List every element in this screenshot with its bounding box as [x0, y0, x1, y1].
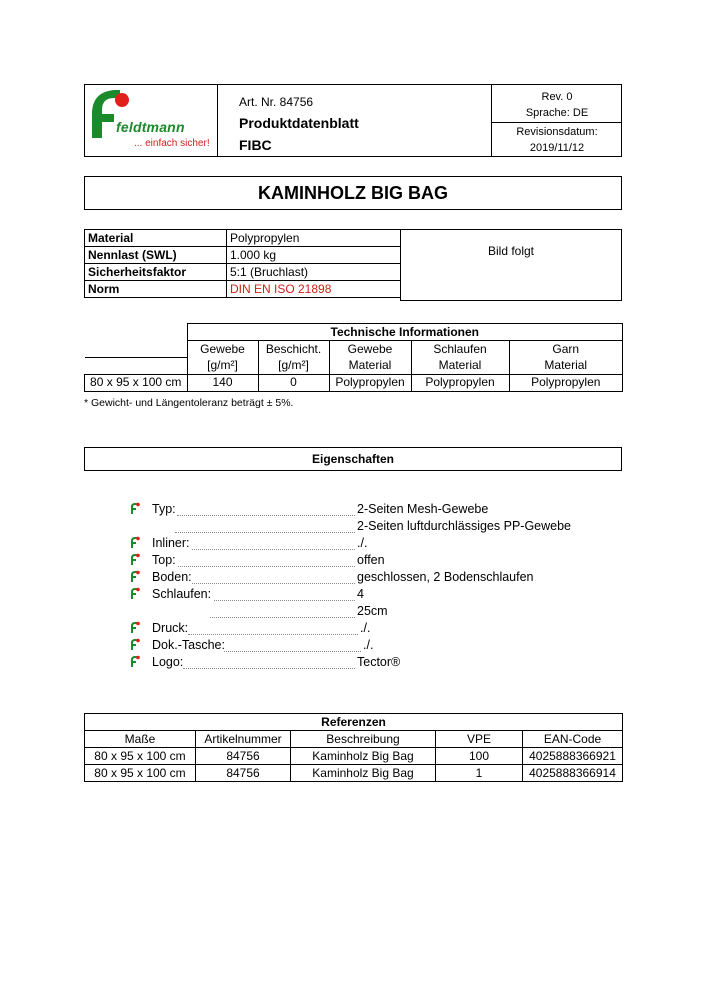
leaf-icon: [130, 502, 140, 514]
specs-table: [84, 229, 401, 298]
leaf-icon: [130, 587, 140, 599]
leaf-icon: [130, 655, 140, 667]
tech-header: Gewebe: [187, 341, 258, 358]
eigenschaften-list: [130, 502, 590, 682]
prop-value: ./.: [357, 536, 368, 550]
rev: Rev. 0: [541, 91, 573, 103]
tech-header-row-2: [85, 357, 623, 374]
table-row: [85, 765, 623, 782]
dot-leader: [188, 634, 358, 635]
leaf-icon: [130, 536, 140, 548]
tech-header: Schlaufen: [411, 341, 509, 358]
art-nr: Art. Nr. 84756: [239, 95, 314, 109]
list-item: [130, 604, 690, 621]
logo-brand: feldtmann: [116, 119, 185, 135]
prop-label: Boden:: [152, 570, 192, 584]
feldtmann-logo: [86, 86, 216, 155]
spec-value: 5:1 (Bruchlast): [227, 264, 401, 281]
dot-leader: [175, 532, 355, 533]
dot-leader: [192, 583, 355, 584]
spec-label: Norm: [85, 281, 227, 298]
ref-cell: 4025888366914: [523, 765, 623, 782]
tech-cell: Polypropylen: [329, 374, 411, 391]
spec-value-norm: DIN EN ISO 21898: [227, 281, 401, 298]
ref-cell: 4025888366921: [523, 748, 623, 765]
ref-cell: 80 x 95 x 100 cm: [85, 748, 196, 765]
ref-header: EAN-Code: [523, 731, 623, 748]
list-item: [130, 553, 690, 570]
tech-data-row: [85, 374, 623, 391]
ref-cell: 100: [436, 748, 523, 765]
tech-header-unit: [g/m²]: [187, 357, 258, 374]
leaf-icon: [130, 570, 140, 582]
prop-label: Logo:: [152, 655, 184, 669]
dot-leader: [192, 549, 355, 550]
ref-cell: 84756: [196, 765, 291, 782]
revision-date: 2019/11/12: [529, 142, 585, 154]
logo-tagline: ... einfach sicher!: [134, 138, 210, 149]
spec-row: [85, 264, 401, 281]
list-item: [130, 519, 690, 536]
prop-label: Dok.-Tasche:: [152, 638, 225, 652]
spec-label: Nennlast (SWL): [85, 247, 227, 264]
table-row: [85, 748, 623, 765]
list-item: [130, 570, 690, 587]
dot-leader: [224, 651, 361, 652]
divider: [491, 122, 622, 123]
tech-header-unit: Material: [509, 357, 623, 374]
spec-row: [85, 247, 401, 264]
spec-label: Sicherheitsfaktor: [85, 264, 227, 281]
referenzen-header-row: [85, 731, 623, 748]
image-placeholder: [400, 229, 622, 301]
prop-label: Schlaufen:: [152, 587, 212, 601]
list-item: [130, 655, 690, 672]
prop-value: ./.: [360, 621, 371, 635]
ref-cell: Kaminholz Big Bag: [291, 765, 436, 782]
doc-subtitle: FIBC: [239, 137, 272, 153]
ref-cell: 80 x 95 x 100 cm: [85, 765, 196, 782]
spec-value: Polypropylen: [227, 230, 401, 247]
image-placeholder-text: Bild folgt: [487, 244, 535, 258]
dot-leader: [214, 600, 355, 601]
doc-title: Produktdatenblatt: [239, 115, 359, 131]
prop-label: Typ:: [152, 502, 176, 516]
prop-value: ./.: [363, 638, 374, 652]
tech-header-unit: [g/m²]: [258, 357, 329, 374]
tech-cell: Polypropylen: [411, 374, 509, 391]
tech-header-unit: Material: [411, 357, 509, 374]
tech-header: Garn: [509, 341, 623, 358]
prop-value: 2-Seiten Mesh-Gewebe: [357, 502, 489, 516]
ref-header: Artikelnummer: [196, 731, 291, 748]
spec-row: [85, 281, 401, 298]
list-item: [130, 502, 690, 519]
spec-label: Material: [85, 230, 227, 247]
prop-value: 4: [357, 587, 364, 601]
tech-row-label: 80 x 95 x 100 cm: [85, 374, 188, 391]
tech-cell: Polypropylen: [509, 374, 623, 391]
tech-table: [84, 323, 623, 392]
prop-value: 25cm: [357, 604, 388, 618]
list-item: [130, 638, 690, 655]
tech-header: Beschicht.: [258, 341, 329, 358]
leaf-icon: [130, 621, 140, 633]
ref-cell: Kaminholz Big Bag: [291, 748, 436, 765]
tech-cell: 0: [258, 374, 329, 391]
ref-header: Maße: [85, 731, 196, 748]
language: Sprache: DE: [525, 107, 589, 119]
referenzen-table: [84, 713, 623, 782]
spec-value: 1.000 kg: [227, 247, 401, 264]
dot-leader: [183, 668, 355, 669]
dot-leader: [177, 515, 355, 516]
tech-footnote: * Gewicht- und Längentoleranz beträgt ± 5%.: [84, 397, 294, 409]
tech-header: Gewebe: [329, 341, 411, 358]
ref-cell: 1: [436, 765, 523, 782]
list-item: [130, 536, 690, 553]
ref-header: Beschreibung: [291, 731, 436, 748]
list-item: [130, 621, 690, 638]
prop-value: Tector®: [357, 655, 401, 669]
ref-header: VPE: [436, 731, 523, 748]
prop-value: geschlossen, 2 Bodenschlaufen: [357, 570, 534, 584]
ref-cell: 84756: [196, 748, 291, 765]
tech-header-row: [85, 341, 623, 358]
prop-label: Top:: [152, 553, 176, 567]
divider: [217, 84, 218, 157]
prop-value: 2-Seiten luftdurchlässiges PP-Gewebe: [357, 519, 572, 533]
tech-header-unit: Material: [329, 357, 411, 374]
prop-label: Druck:: [152, 621, 189, 635]
revision-date-label: Revisionsdatum:: [516, 126, 598, 138]
leaf-icon: [130, 638, 140, 650]
leaf-icon: [130, 553, 140, 565]
spec-row: [85, 230, 401, 247]
prop-label: Inliner:: [152, 536, 190, 550]
eigenschaften-title: Eigenschaften: [84, 447, 622, 471]
prop-value: offen: [357, 553, 385, 567]
list-item: [130, 587, 690, 604]
tech-title: Technische Informationen: [187, 324, 623, 341]
tech-cell: 140: [187, 374, 258, 391]
product-title: KAMINHOLZ BIG BAG: [84, 176, 622, 210]
dot-leader: [210, 617, 355, 618]
dot-leader: [178, 566, 355, 567]
referenzen-title: Referenzen: [85, 714, 623, 731]
